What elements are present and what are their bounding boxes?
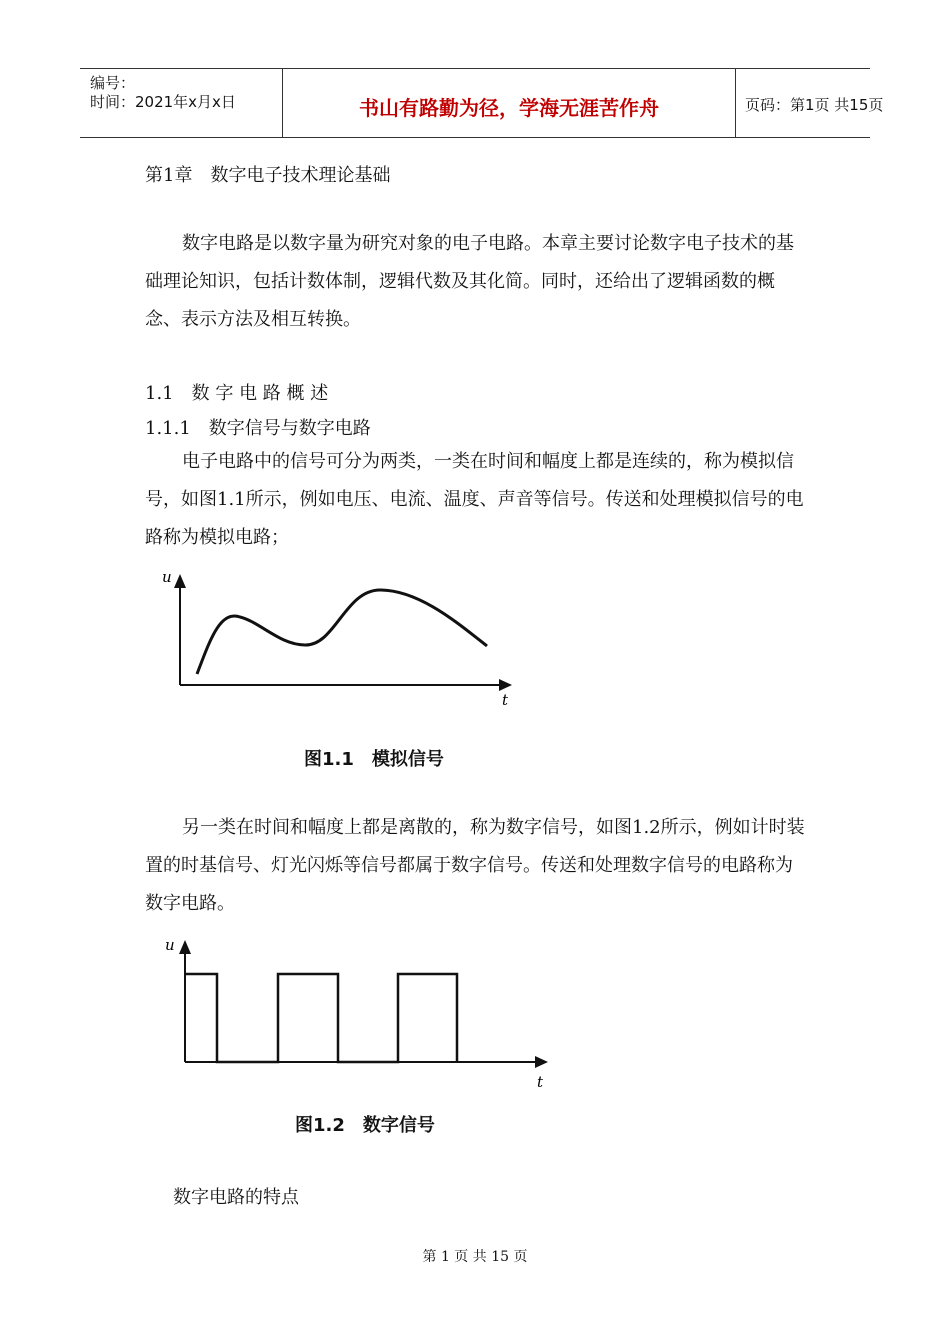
section-heading-1-1-1: 1.1.1 数字信号与数字电路 bbox=[145, 418, 371, 439]
document-time-label: 时间：2021年x月x日 bbox=[90, 93, 236, 111]
fig1-x-arrow-icon bbox=[499, 679, 512, 691]
fig2-x-label: t bbox=[537, 1073, 544, 1091]
intro-text: 数字电路是以数字量为研究对象的电子电路。本章主要讨论数字电子技术的基础理论知识，包括计数体制，逻辑代数及其化简。同时，还给出了逻辑函数的概念、表示方法及相互转换。 bbox=[145, 233, 794, 330]
header-motto-cell bbox=[282, 69, 736, 137]
fig2-caption: 图1.2 数字信号 bbox=[295, 1115, 435, 1136]
digital-paragraph bbox=[145, 809, 807, 923]
analog-signal-figure bbox=[150, 560, 530, 720]
fig1-x-label: t bbox=[502, 691, 509, 709]
header-motto: 书山有路勤为径，学海无涯苦作舟 bbox=[359, 96, 659, 120]
header-page-cell bbox=[735, 69, 884, 137]
analog-text: 电子电路中的信号可分为两类，一类在时间和幅度上都是连续的，称为模拟信号，如图1.1所示，例如电压、电流、温度、声音等信号。传送和处理模拟信号的电路称为模拟电路； bbox=[145, 451, 804, 548]
header-page-info: 页码：第1页 共15页 bbox=[745, 96, 884, 114]
digital-signal-figure bbox=[155, 930, 565, 1095]
fig1-caption: 图1.1 模拟信号 bbox=[304, 749, 444, 770]
chapter-title: 第1章 数字电子技术理论基础 bbox=[145, 165, 391, 186]
digital-text: 另一类在时间和幅度上都是离散的，称为数字信号，如图1.2所示，例如计时装置的时基信号、灯光闪烁等信号都属于数字信号。传送和处理数字信号的电路称为数字电路。 bbox=[145, 817, 805, 914]
fig1-y-label: u bbox=[162, 568, 172, 586]
page-footer: 第 1 页 共 15 页 bbox=[422, 1249, 528, 1265]
intro-paragraph bbox=[145, 225, 807, 339]
header-meta-cell bbox=[80, 69, 282, 137]
fig1-y-arrow-icon bbox=[174, 574, 186, 588]
analog-paragraph bbox=[145, 443, 807, 557]
fig2-y-label: u bbox=[165, 936, 175, 954]
fig2-square-wave bbox=[185, 974, 457, 1062]
fig2-y-arrow-icon bbox=[179, 940, 191, 954]
features-heading: 数字电路的特点 bbox=[173, 1187, 299, 1208]
document-header bbox=[80, 68, 884, 138]
section-heading-1-1: 1.1 数 字 电 路 概 述 bbox=[145, 383, 329, 404]
document-number-label: 编号： bbox=[90, 74, 136, 92]
fig2-x-arrow-icon bbox=[535, 1056, 548, 1068]
fig1-analog-curve bbox=[197, 590, 487, 674]
